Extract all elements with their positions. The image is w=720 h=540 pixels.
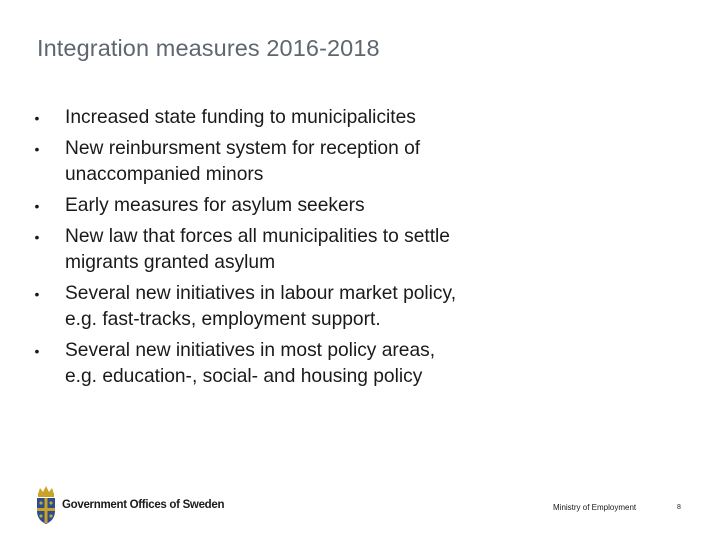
- page-number: 8: [677, 504, 681, 511]
- bullet-marker: •: [34, 286, 40, 302]
- bullet-text: Early measures for asylum seekers: [65, 195, 365, 216]
- bullet-marker: •: [34, 229, 40, 245]
- bullet-marker: •: [34, 141, 40, 157]
- bullet-marker: •: [34, 110, 40, 126]
- bullet-text: New reinbursment system for reception of unaccompanied minors: [65, 138, 421, 185]
- bullet-list: [30, 105, 460, 395]
- bullet-item: [30, 193, 460, 219]
- bullet-text: Several new initiatives in labour market policy, e.g. fast-tracks, employment support.: [65, 283, 457, 330]
- bullet-item: [30, 338, 460, 390]
- government-logo: [34, 485, 224, 525]
- bullet-text: Increased state funding to municipalicites: [65, 107, 416, 128]
- bullet-marker: •: [34, 343, 40, 359]
- bullet-text: New law that forces all municipalities to settle migrants granted asylum: [65, 226, 450, 273]
- bullet-item: [30, 224, 460, 276]
- bullet-item: [30, 136, 460, 188]
- bullet-marker: •: [34, 198, 40, 214]
- bullet-item: [30, 281, 460, 333]
- ministry-label: Ministry of Employment: [553, 503, 637, 512]
- logo-text: Government Offices of Sweden: [62, 499, 225, 511]
- bullet-text: Several new initiatives in most policy areas, e.g. education-, social- and housing policy: [65, 340, 436, 387]
- crown-coat-of-arms-icon: [34, 485, 58, 525]
- bullet-item: [30, 105, 460, 131]
- slide-title: Integration measures 2016-2018: [37, 35, 380, 61]
